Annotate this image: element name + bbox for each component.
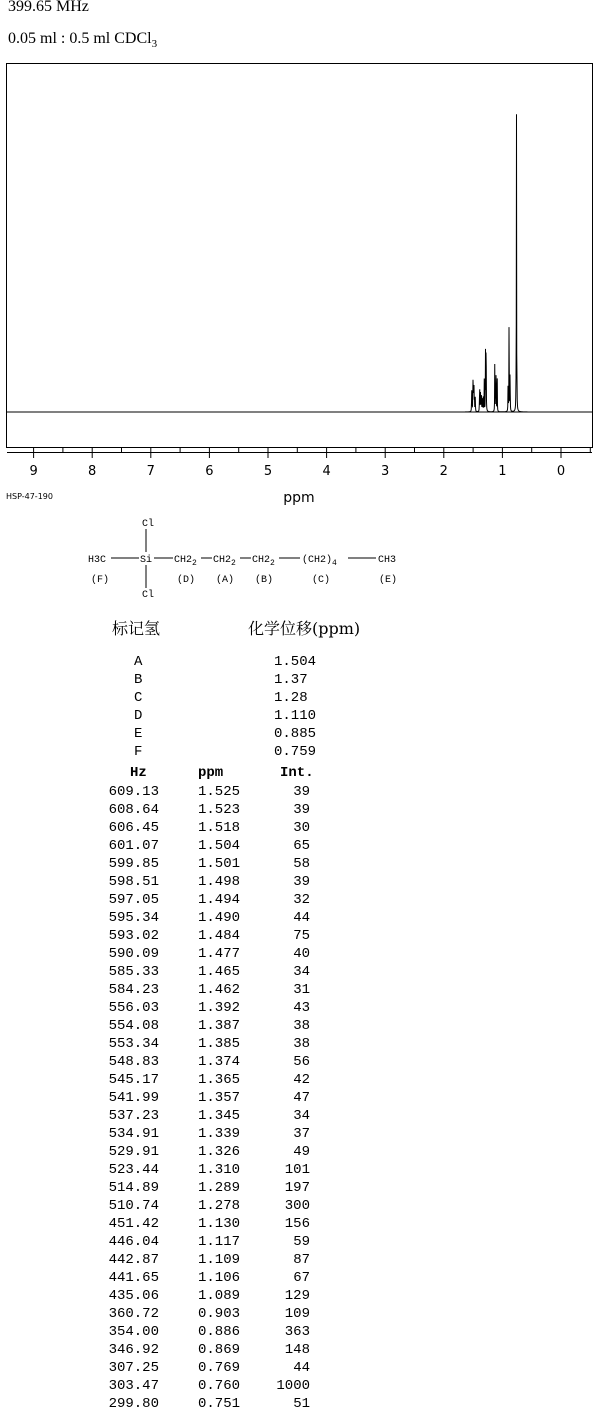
peak-ppm: 1.326 [197,1144,240,1160]
peak-ppm: 1.278 [197,1198,240,1214]
structure-letter-b: (B) [255,575,274,586]
structure-group-h3c: H3C [88,555,107,566]
assignment-shift: 1.28 [274,690,308,706]
table-row [90,928,330,946]
peak-hz: 609.13 [108,784,159,800]
assignment-label: C [134,690,143,706]
peak-ppm: 1.525 [197,784,240,800]
peak-int: 42 [293,1072,310,1088]
peak-hz: 529.91 [108,1144,159,1160]
peak-int: 44 [293,910,310,926]
table-row [90,1162,330,1180]
peak-ppm: 1.117 [197,1234,240,1250]
structure-group-ch3: CH3 [378,555,397,566]
assignment-shift: 1.110 [274,708,317,724]
peak-int: 38 [293,1036,310,1052]
peak-hz: 606.45 [108,820,159,836]
assignment-shift: 1.504 [274,654,317,670]
assignment-shift: 0.885 [274,726,317,742]
assignment-row [100,672,360,690]
table-row [90,1306,330,1324]
table-row [90,1072,330,1090]
peak-ppm: 1.385 [197,1036,240,1052]
peak-hz: 514.89 [108,1180,159,1196]
structure-group-ch2-a: $CH2_2$ [213,555,236,568]
assignment-label: A [134,654,143,670]
peak-ppm: 1.357 [197,1090,240,1106]
peak-int: 1000 [276,1378,310,1394]
nmr-spectrum-chart [0,0,595,520]
peak-hz: 556.03 [108,1000,159,1016]
peak-int: 148 [284,1342,310,1358]
peak-int: 43 [293,1000,310,1016]
peak-int: 75 [293,928,310,944]
peak-int: 49 [293,1144,310,1160]
assignment-row [100,708,360,726]
structure-letter-d: (D) [177,575,196,586]
peak-int: 197 [284,1180,310,1196]
peak-int: 39 [293,802,310,818]
peak-ppm: 1.130 [197,1216,240,1232]
x-tick-label: 2 [439,464,448,479]
peak-int: 34 [293,1108,310,1124]
assignment-row [100,690,360,708]
assignment-shift: 1.37 [274,672,308,688]
peak-int: 65 [293,838,310,854]
table-row [90,784,330,802]
spectrometer-frequency: 399.65 MHz [8,0,89,15]
peak-ppm: 1.109 [197,1252,240,1268]
table-row [90,838,330,856]
peak-hz: 523.44 [108,1162,159,1178]
peak-ppm: 0.903 [197,1306,240,1322]
solvent-text: 0.05 ml : 0.5 ml CDCl [8,30,152,47]
peak-int: 38 [293,1018,310,1034]
x-tick-label: 0 [556,464,566,479]
peak-int: 39 [293,874,310,890]
peak-hz: 354.00 [108,1324,159,1340]
spectrum-trace [7,114,592,412]
x-axis-label: ppm [283,490,315,506]
assignment-col-shift: 化学位移(ppm) [248,619,361,638]
peak-hz: 548.83 [108,1054,159,1070]
peak-ppm: 1.374 [197,1054,240,1070]
peak-ppm: 0.769 [197,1360,240,1376]
x-tick-label: 5 [263,464,273,479]
peak-int: 56 [293,1054,310,1070]
table-row [90,910,330,928]
peak-hz: 451.42 [108,1216,159,1232]
peak-hz: 584.23 [108,982,159,998]
peak-ppm: 0.869 [197,1342,240,1358]
peak-hz: 590.09 [108,946,159,962]
peak-int: 30 [293,820,310,836]
peak-hz: 545.17 [108,1072,159,1088]
structure-atom-si: Si [140,555,153,566]
table-row [90,1252,330,1270]
structure-cl-bottom: Cl [142,590,155,601]
peak-hz: 303.47 [108,1378,159,1394]
peak-ppm: 1.387 [197,1018,240,1034]
peak-int: 58 [293,856,310,872]
structure-group-ch2-repeat: $(CH2)_4$ [302,555,337,568]
table-row [90,856,330,874]
peak-ppm: 1.365 [197,1072,240,1088]
peak-hz: 299.80 [108,1396,159,1412]
x-tick-label: 3 [381,464,390,479]
table-row [90,1360,330,1378]
table-row [90,1216,330,1234]
peak-ppm: 1.494 [197,892,240,908]
table-row [90,1270,330,1288]
table-row [90,1036,330,1054]
table-row [90,1144,330,1162]
peak-hz: 599.85 [108,856,159,872]
table-row [90,1342,330,1360]
peak-table-header [90,765,330,783]
peak-int: 87 [293,1252,310,1268]
peak-int: 363 [284,1324,310,1340]
table-row [90,1108,330,1126]
peak-int: 31 [293,982,310,998]
x-tick-label: 6 [205,464,214,479]
peak-ppm: 1.484 [197,928,240,944]
assignment-label: D [134,708,143,724]
peak-ppm: 1.477 [197,946,240,962]
peak-ppm: 0.751 [197,1396,240,1412]
peak-int: 109 [284,1306,310,1322]
plot-frame [7,64,593,448]
table-row [90,1018,330,1036]
table-row [90,1054,330,1072]
peak-ppm: 1.310 [197,1162,240,1178]
table-row [90,820,330,838]
assignment-label: B [134,672,143,688]
peak-ppm: 1.490 [197,910,240,926]
peak-ppm: 1.289 [197,1180,240,1196]
peak-col-int: Int. [280,765,314,781]
peak-int: 47 [293,1090,310,1106]
assignment-list [100,654,360,762]
peak-int: 59 [293,1234,310,1250]
x-tick-label: 7 [146,464,155,479]
table-row [90,874,330,892]
table-row [90,1378,330,1396]
x-tick-label: 1 [498,464,507,479]
peak-col-ppm: ppm [198,765,224,781]
peak-hz: 446.04 [108,1234,159,1250]
peak-int: 51 [293,1396,310,1412]
structure-cl-top: Cl [142,519,155,530]
peak-int: 44 [293,1360,310,1376]
peak-hz: 441.65 [108,1270,159,1286]
peak-hz: 593.02 [108,928,159,944]
x-axis [7,448,592,479]
assignment-row [100,726,360,744]
peak-hz: 346.92 [108,1342,159,1358]
structure-group-ch2-b: $CH2_2$ [252,555,275,568]
structure-letter-c: (C) [312,575,331,586]
molecular-structure [80,512,420,602]
peak-int: 40 [293,946,310,962]
peak-ppm: 1.501 [197,856,240,872]
peak-ppm: 0.760 [197,1378,240,1394]
peak-ppm: 1.345 [197,1108,240,1124]
assignment-col-label: 标记氢 [112,619,161,638]
peak-int: 32 [293,892,310,908]
peak-ppm: 1.089 [197,1288,240,1304]
peak-hz: 541.99 [108,1090,159,1106]
solvent-subscript: 3 [151,38,158,51]
peak-ppm: 1.462 [197,982,240,998]
table-row [90,1396,330,1414]
peak-col-hz: Hz [130,765,147,781]
peak-hz: 598.51 [108,874,159,890]
assignment-row [100,744,360,762]
table-row [90,1126,330,1144]
x-tick-label: 9 [29,464,38,479]
structure-group-ch2-d: $CH2_2$ [174,555,197,568]
peak-int: 129 [284,1288,310,1304]
spectrum-code: HSP-47-190 [6,492,53,501]
assignment-shift: 0.759 [274,744,317,760]
peak-int: 156 [284,1216,310,1232]
peak-hz: 537.23 [108,1108,159,1124]
structure-letter-a: (A) [216,575,235,586]
peak-ppm: 1.523 [197,802,240,818]
peak-hz: 553.34 [108,1036,159,1052]
table-row [90,1000,330,1018]
table-row [90,964,330,982]
peak-int: 300 [284,1198,310,1214]
peak-hz: 601.07 [108,838,159,854]
table-row [90,1180,330,1198]
table-row [90,1288,330,1306]
peak-ppm: 1.465 [197,964,240,980]
peak-int: 37 [293,1126,310,1142]
x-tick-label: 4 [322,464,331,479]
peak-hz: 585.33 [108,964,159,980]
assignment-row [100,654,360,672]
peak-ppm: 1.504 [197,838,240,854]
table-row [90,802,330,820]
table-row [90,982,330,1000]
peak-int: 101 [284,1162,310,1178]
peak-int: 39 [293,784,310,800]
peak-hz: 442.87 [108,1252,159,1268]
peak-ppm: 0.886 [197,1324,240,1340]
peak-hz: 597.05 [108,892,159,908]
x-tick-label: 8 [88,464,97,479]
peak-hz: 534.91 [108,1126,159,1142]
structure-letter-e: (E) [379,575,398,586]
peak-int: 67 [293,1270,310,1286]
peak-hz: 307.25 [108,1360,159,1376]
peak-hz: 510.74 [108,1198,159,1214]
peak-hz: 554.08 [108,1018,159,1034]
peak-int: 34 [293,964,310,980]
peak-hz: 595.34 [108,910,159,926]
assignment-label: E [134,726,143,742]
assignment-label: F [134,744,143,760]
peak-hz: 360.72 [108,1306,159,1322]
peak-hz: 608.64 [108,802,159,818]
peak-ppm: 1.518 [197,820,240,836]
table-row [90,1234,330,1252]
table-row [90,1090,330,1108]
table-row [90,1198,330,1216]
peak-table [90,784,330,1414]
table-row [90,946,330,964]
peak-ppm: 1.498 [197,874,240,890]
table-row [90,892,330,910]
structure-letter-f: (F) [91,575,110,586]
table-row [90,1324,330,1342]
peak-ppm: 1.392 [197,1000,240,1016]
peak-hz: 435.06 [108,1288,159,1304]
peak-ppm: 1.106 [197,1270,240,1286]
peak-ppm: 1.339 [197,1126,240,1142]
